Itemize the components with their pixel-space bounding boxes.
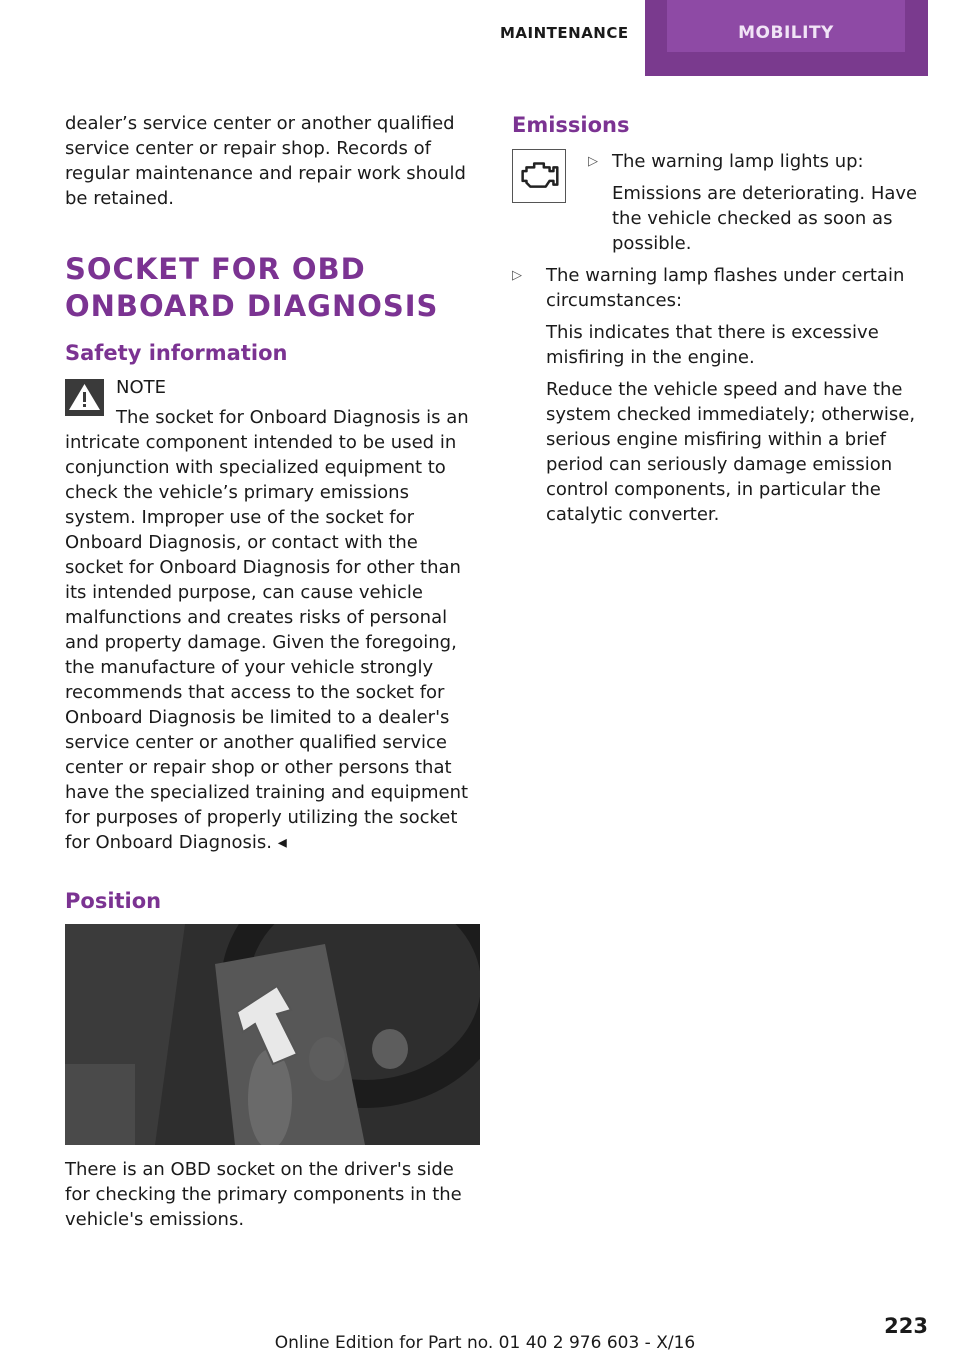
page-number: 223 [884,1314,928,1338]
note-first-line: The socket for Onboard Diagnosis is an [116,407,469,428]
item2-lead: The warning lamp flashes under certain circumstances: [546,265,905,311]
note-body [65,430,480,855]
bullet-icon: ▷ [512,268,522,283]
position-heading: Position [65,889,162,913]
right-column [512,111,928,527]
safety-heading: Safety information [65,341,288,365]
item2-body-2: Reduce the vehicle speed and have the system checked immediately; otherwise, serious engine misfiring within a brief period can seriously damage emission control components, in particular the catalytic converter. [546,379,916,525]
obd-socket-photo [65,924,480,1145]
check-engine-icon [512,149,566,203]
bullet-icon: ▷ [588,154,598,169]
item1-lead: The warning lamp lights up: [612,151,864,172]
emissions-heading: Emissions [512,113,630,137]
note-title: NOTE [116,377,167,398]
end-mark: ◂ [277,832,287,853]
photo-caption: There is an OBD socket on the driver's side for checking the primary components in the vehicle's emissions. [65,1159,462,1230]
tab-maintenance: MAINTENANCE [500,24,629,42]
list-item [512,149,928,256]
note-body-text: intricate component intended to be used in conjunction with specialized equipment to check the vehicle’s primary emissions system. Improper use of the socket for Onboard Diagnosis, or contact with the socket for Onboard Diagnosis for other than its intended purpose, can cause vehicle malfunctions and creates risks of personal and property damage. Given the foregoing, the manufacture of your vehicle strongly recommends that access to the socket for Onboard Diagnosis be limited to a dealer's service center or another qualified service center or repair shop or other persons that have the specialized training and equipment for purposes of properly utilizing the socket for Onboard Diagnosis. [65,432,469,853]
list-item [512,263,928,527]
intro-paragraph: dealer’s service center or another qualified service center or repair shop. Records of regular maintenance and repair work should be retained. [65,113,466,209]
tab-mobility: MOBILITY [667,0,905,52]
note-block [65,373,480,855]
section-title: SOCKET FOR OBD ONBOARD DIAGNOSIS [65,252,439,323]
left-column [65,111,480,915]
item2-body-1: This indicates that there is excessive misfiring in the engine. [546,322,879,368]
item1-body: Emissions are deteriorating. Have the vehicle checked as soon as possible. [612,183,918,254]
warning-triangle-icon [65,379,104,416]
footer-edition: Online Edition for Part no. 01 40 2 976 603 - X/16 [274,1333,696,1353]
